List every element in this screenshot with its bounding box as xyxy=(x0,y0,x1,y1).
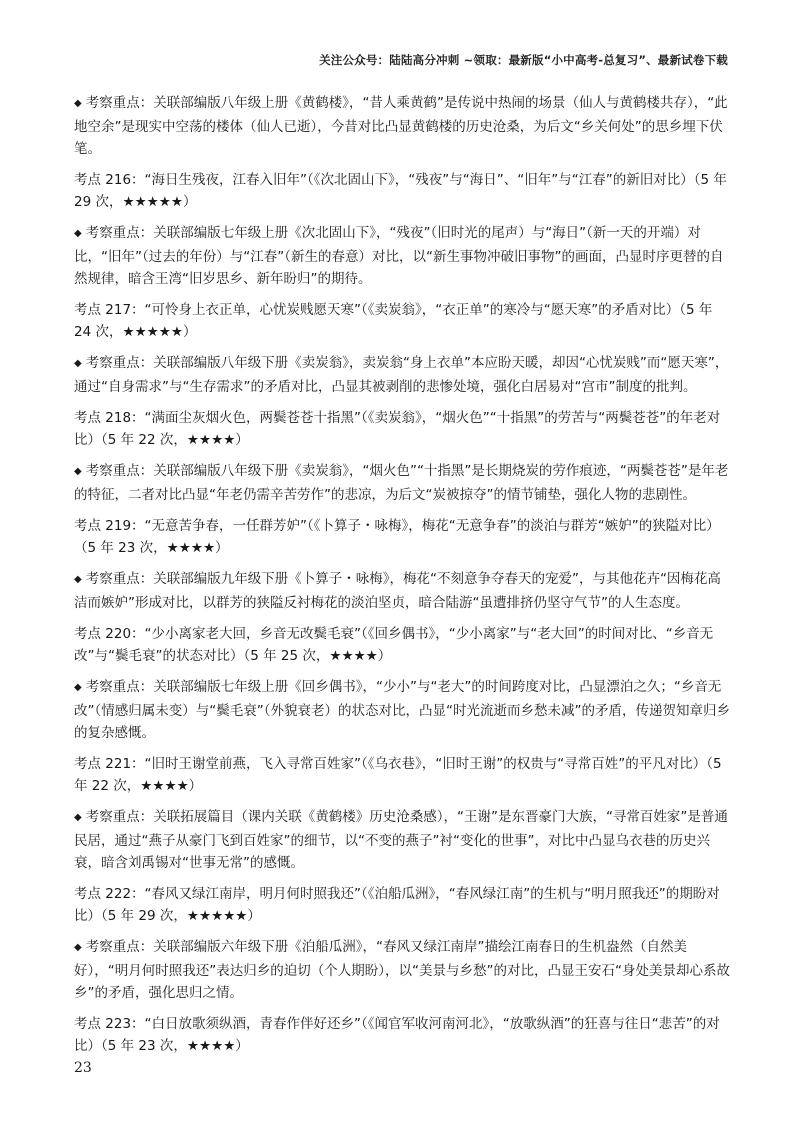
exam-point: 考点 219：“无意苦争春，一任群芳妒”（《卜算子・咏梅》，梅花“无意争春”的淡泊与群芳“嫉妒”的狭隘对比）（5 年 23 次，★★★★） xyxy=(74,518,720,556)
diamond-bullet-icon: ◆ xyxy=(74,574,82,585)
diamond-bullet-icon: ◆ xyxy=(74,358,82,369)
study-note xyxy=(74,222,730,290)
diamond-bullet-icon: ◆ xyxy=(74,228,82,239)
exam-point: 考点 222：“春风又绿江南岸，明月何时照我还”（《泊船瓜洲》，“春风绿江南”的生机与“明月照我还”的期盼对比）（5 年 29 次，★★★★★） xyxy=(74,886,720,924)
diamond-bullet-icon: ◆ xyxy=(74,812,82,823)
note-text: 考察重点：关联部编版七年级上册《回乡偶书》，“少小”与“老大”的时间跨度对比，凸显漂泊之久；“乡音无改”（情感归属未变）与“鬓毛衰”（外貌衰老）的状态对比，凸显“时光流逝而乡愁未减”的矛盾，传递贺知章归乡的复杂感慨。 xyxy=(74,679,730,741)
note-text: 考察重点：关联部编版九年级下册《卜算子・咏梅》，梅花“不刻意争夺春天的宠爱”，与其他花卉“因梅花高洁而嫉妒”形成对比，以群芳的狭隘反衬梅花的淡泊坚贞，暗合陆游“虽遭排挤仍坚守气节”的人生态度。 xyxy=(74,571,721,611)
note-text: 考察重点：关联部编版八年级下册《卖炭翁》，卖炭翁“身上衣单”本应盼天暖，却因“心忧炭贱”而“愿天寒”，通过“自身需求”与“生存需求”的矛盾对比，凸显其被剥削的悲惨处境，强化白居易对“宫市”制度的批判。 xyxy=(74,355,729,395)
study-note xyxy=(74,568,730,614)
exam-point: 考点 223：“白日放歌须纵酒，青春作伴好还乡”（《闻官军收河南河北》，“放歌纵酒”的狂喜与往日“悲苦”的对比）（5 年 23 次，★★★★） xyxy=(74,1016,720,1054)
study-note xyxy=(74,676,730,744)
exam-point: 考点 220：“少小离家老大回，乡音无改鬓毛衰”（《回乡偶书》，“少小离家”与“老大回”的时间对比、“乡音无改”与“鬓毛衰”的状态对比）（5 年 25 次，★★★★） xyxy=(74,626,714,664)
study-note xyxy=(74,460,730,506)
exam-point: 考点 217：“可怜身上衣正单，心忧炭贱愿天寒”（《卖炭翁》，“衣正单”的寒冷与“愿天寒”的矛盾对比）（5 年 24 次，★★★★★） xyxy=(74,302,713,340)
study-note xyxy=(74,806,730,874)
note-text: 考察重点：关联部编版八年级下册《卖炭翁》，“烟火色”“十指黑”是长期烧炭的劳作痕迹，“两鬓苍苍”是年老的特征，二者对比凸显“年老仍需辛苦劳作”的悲凉，为后文“炭被掠夺”的情节铺垫，强化人物的悲剧性。 xyxy=(74,463,729,503)
note-text: 考察重点：关联部编版八年级上册《黄鹤楼》，“昔人乘黄鹤”是传说中热闹的场景（仙人与黄鹤楼共存），“此地空余”是现实中空荡的楼体（仙人已逝），今昔对比凸显黄鹤楼的历史沧桑，为后文“乡关何处”的思乡埋下伏笔。 xyxy=(74,95,728,157)
exam-point: 考点 216：“海日生残夜，江春入旧年”（《次北固山下》，“残夜”与“海日”、“旧年”与“江春”的新旧对比）（5 年 29 次，★★★★★） xyxy=(74,172,727,210)
page-number: 23 xyxy=(74,1060,92,1076)
study-note xyxy=(74,352,730,398)
document-body xyxy=(74,92,730,1066)
diamond-bullet-icon: ◆ xyxy=(74,942,82,953)
page-header: 关注公众号：陆陆高分冲刺 ~领取：最新版“小中高考-总复习”、最新试卷下载 xyxy=(319,53,728,67)
note-text: 考察重点：关联部编版七年级上册《次北固山下》，“残夜”（旧时光的尾声）与“海日”（新一天的开端）对比，“旧年”（过去的年份）与“江春”（新生的春意）对比，以“新生事物冲破旧事物”的画面，凸显时序更替的自然规律，暗含王湾“旧岁思乡、新年盼归”的期待。 xyxy=(74,225,724,287)
note-text: 考察重点：关联部编版六年级下册《泊船瓜洲》，“春风又绿江南岸”描绘江南春日的生机盎然（自然美好），“明月何时照我还”表达归乡的迫切（个人期盼），以“美景与乡愁”的对比，凸显王安石“身处美景却心系故乡”的矛盾，强化思归之情。 xyxy=(74,939,730,1001)
study-note xyxy=(74,936,730,1004)
diamond-bullet-icon: ◆ xyxy=(74,466,82,477)
exam-point: 考点 221：“旧时王谢堂前燕，飞入寻常百姓家”（《乌衣巷》，“旧时王谢”的权贵与“寻常百姓”的平凡对比）（5 年 22 次，★★★★） xyxy=(74,756,722,794)
study-note xyxy=(74,92,730,160)
diamond-bullet-icon: ◆ xyxy=(74,682,82,693)
note-text: 考察重点：关联拓展篇目（课内关联《黄鹤楼》历史沧桑感），“王谢”是东晋豪门大族，“寻常百姓家”是普通民居，通过“燕子从豪门飞到百姓家”的细节，以“不变的燕子”衬“变化的世事”，对比中凸显乌衣巷的历史兴衰，暗含刘禹锡对“世事无常”的感慨。 xyxy=(74,809,728,871)
diamond-bullet-icon: ◆ xyxy=(74,98,82,109)
exam-point: 考点 218：“满面尘灰烟火色，两鬓苍苍十指黑”（《卖炭翁》，“烟火色”“十指黑”的劳苦与“两鬓苍苍”的年老对比）（5 年 22 次，★★★★） xyxy=(74,410,721,448)
